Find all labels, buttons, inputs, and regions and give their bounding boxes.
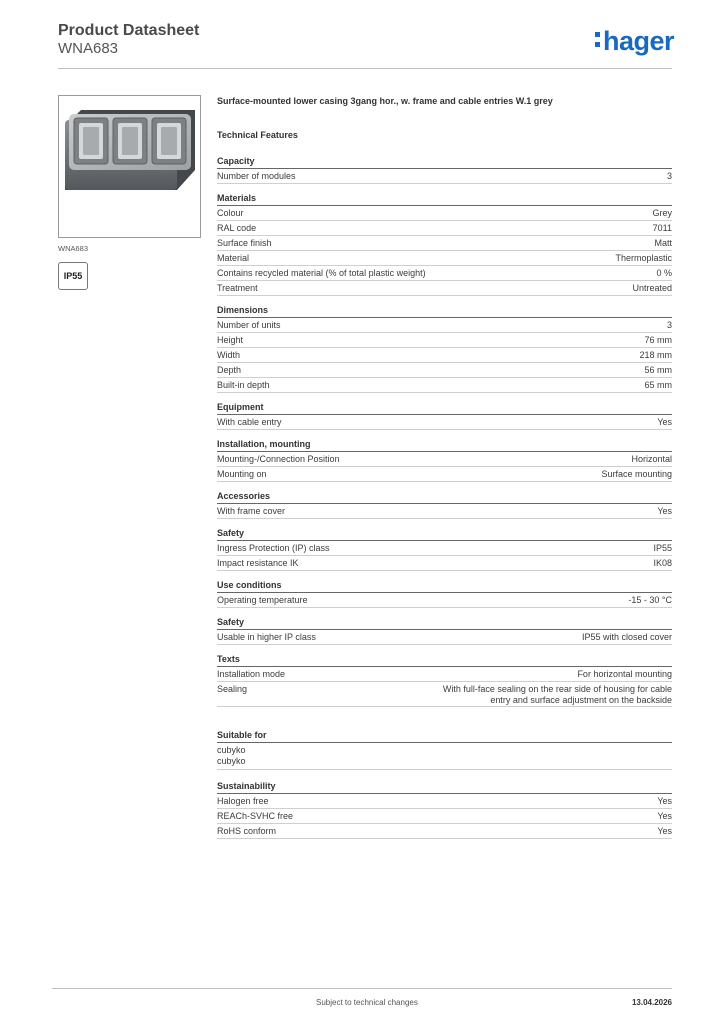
table-row (217, 556, 672, 571)
row-label: Number of modules (217, 171, 296, 181)
feature-section (217, 616, 672, 645)
suitable-for-section (217, 729, 672, 770)
table-row (217, 794, 672, 809)
row-label: With cable entry (217, 417, 282, 427)
section-title: Accessories (217, 490, 672, 504)
feature-section (217, 579, 672, 608)
row-label: Sealing (217, 684, 248, 694)
header-divider (58, 68, 672, 69)
table-row (217, 667, 672, 682)
feature-section (217, 438, 672, 482)
row-value: 0 % (656, 268, 672, 278)
row-value: Untreated (632, 283, 672, 293)
table-row (217, 630, 672, 645)
table-row (217, 266, 672, 281)
row-value: Thermoplastic (615, 253, 672, 263)
row-value: 56 mm (644, 365, 672, 375)
table-row (217, 378, 672, 393)
row-label: Height (217, 335, 244, 345)
table-row (217, 452, 672, 467)
row-value: Yes (657, 506, 672, 516)
section-title: Safety (217, 616, 672, 630)
feature-section (217, 527, 672, 571)
feature-section (217, 304, 672, 393)
row-label: Contains recycled material (% of total plastic weight) (217, 268, 426, 278)
table-row (217, 824, 672, 839)
row-label: RoHS conform (217, 826, 277, 836)
logo-text: hager (602, 26, 674, 56)
table-row (217, 281, 672, 296)
row-label: REACh-SVHC free (217, 811, 294, 821)
feature-section (217, 653, 672, 707)
table-row (217, 541, 672, 556)
row-value: IP55 (653, 543, 672, 553)
row-label: Surface finish (217, 238, 272, 248)
hager-logo (595, 26, 674, 56)
row-value: IK08 (653, 558, 672, 568)
row-value: Yes (657, 417, 672, 427)
row-value: Horizontal (631, 454, 672, 464)
section-title: Equipment (217, 401, 672, 415)
row-value: 76 mm (644, 335, 672, 345)
row-label: Operating temperature (217, 595, 308, 605)
row-value: Yes (657, 811, 672, 821)
product-image-casing-icon (59, 96, 200, 237)
section-title: Safety (217, 527, 672, 541)
row-value: 3 (666, 320, 672, 330)
row-label: Halogen free (217, 796, 269, 806)
row-value: 65 mm (644, 380, 672, 390)
table-row (217, 251, 672, 266)
row-label: RAL code (217, 223, 257, 233)
row-label: Installation mode (217, 669, 286, 679)
row-label: Material (217, 253, 250, 263)
row-label: Usable in higher IP class (217, 632, 316, 642)
section-title: Use conditions (217, 579, 672, 593)
feature-sections (217, 155, 672, 707)
row-label: Built-in depth (217, 380, 270, 390)
list-item: cubyko (217, 745, 246, 755)
row-value: For horizontal mounting (577, 669, 672, 679)
row-value: -15 - 30 °C (628, 595, 672, 605)
row-label: Ingress Protection (IP) class (217, 543, 330, 553)
row-value: Grey (652, 208, 672, 218)
table-row (217, 504, 672, 519)
table-row (217, 415, 672, 430)
sustainability-rows (217, 794, 672, 839)
ip-rating-badge: IP55 (58, 262, 88, 290)
table-row (217, 363, 672, 378)
datasheet-content (217, 95, 672, 847)
section-title: Dimensions (217, 304, 672, 318)
sustainability-section (217, 780, 672, 839)
image-caption: WNA683 (58, 244, 89, 253)
table-row (217, 333, 672, 348)
product-image (58, 95, 201, 238)
feature-section (217, 490, 672, 519)
feature-section (217, 155, 672, 184)
row-value: With full-face sealing on the rear side of housing for cable entry and surface adjustment on the backside (442, 684, 672, 705)
row-value: Yes (657, 826, 672, 836)
table-row (217, 169, 672, 184)
table-row (217, 809, 672, 824)
product-code: WNA683 (58, 40, 119, 57)
section-title: Installation, mounting (217, 438, 672, 452)
footer-note: Subject to technical changes (316, 998, 418, 1007)
feature-section (217, 401, 672, 430)
row-label: Width (217, 350, 241, 360)
row-label: Mounting on (217, 469, 267, 479)
row-value: IP55 with closed cover (581, 632, 672, 642)
table-row (217, 682, 672, 707)
row-value: 3 (666, 171, 672, 181)
row-label: Mounting-/Connection Position (217, 454, 340, 464)
suitable-for-list (217, 743, 672, 770)
table-row (217, 467, 672, 482)
row-label: Depth (217, 365, 242, 375)
list-item: cubyko (217, 756, 246, 766)
row-value: Surface mounting (601, 469, 672, 479)
table-row (217, 318, 672, 333)
row-label: Colour (217, 208, 244, 218)
footer-date: 13.04.2026 (631, 998, 672, 1007)
table-row (217, 221, 672, 236)
section-title: Sustainability (217, 780, 672, 794)
row-label: Impact resistance IK (217, 558, 299, 568)
section-title: Texts (217, 653, 672, 667)
logo-dots-icon (595, 32, 601, 48)
product-description: Surface-mounted lower casing 3gang hor., w. frame and cable entries W.1 grey (217, 96, 553, 106)
row-value: Matt (654, 238, 672, 248)
page-header (58, 22, 199, 58)
page-title: Product Datasheet (58, 22, 200, 39)
table-row (217, 206, 672, 221)
row-label: With frame cover (217, 506, 286, 516)
table-row (217, 236, 672, 251)
feature-section (217, 192, 672, 296)
row-label: Treatment (217, 283, 258, 293)
section-title: Capacity (217, 155, 672, 169)
table-row (217, 348, 672, 363)
technical-features-heading: Technical Features (217, 130, 298, 140)
row-value: Yes (657, 796, 672, 806)
row-value: 218 mm (639, 350, 672, 360)
table-row (217, 593, 672, 608)
footer-divider (52, 988, 672, 989)
section-title: Materials (217, 192, 672, 206)
row-value: 7011 (652, 223, 672, 233)
row-label: Number of units (217, 320, 281, 330)
section-title: Suitable for (217, 729, 672, 743)
